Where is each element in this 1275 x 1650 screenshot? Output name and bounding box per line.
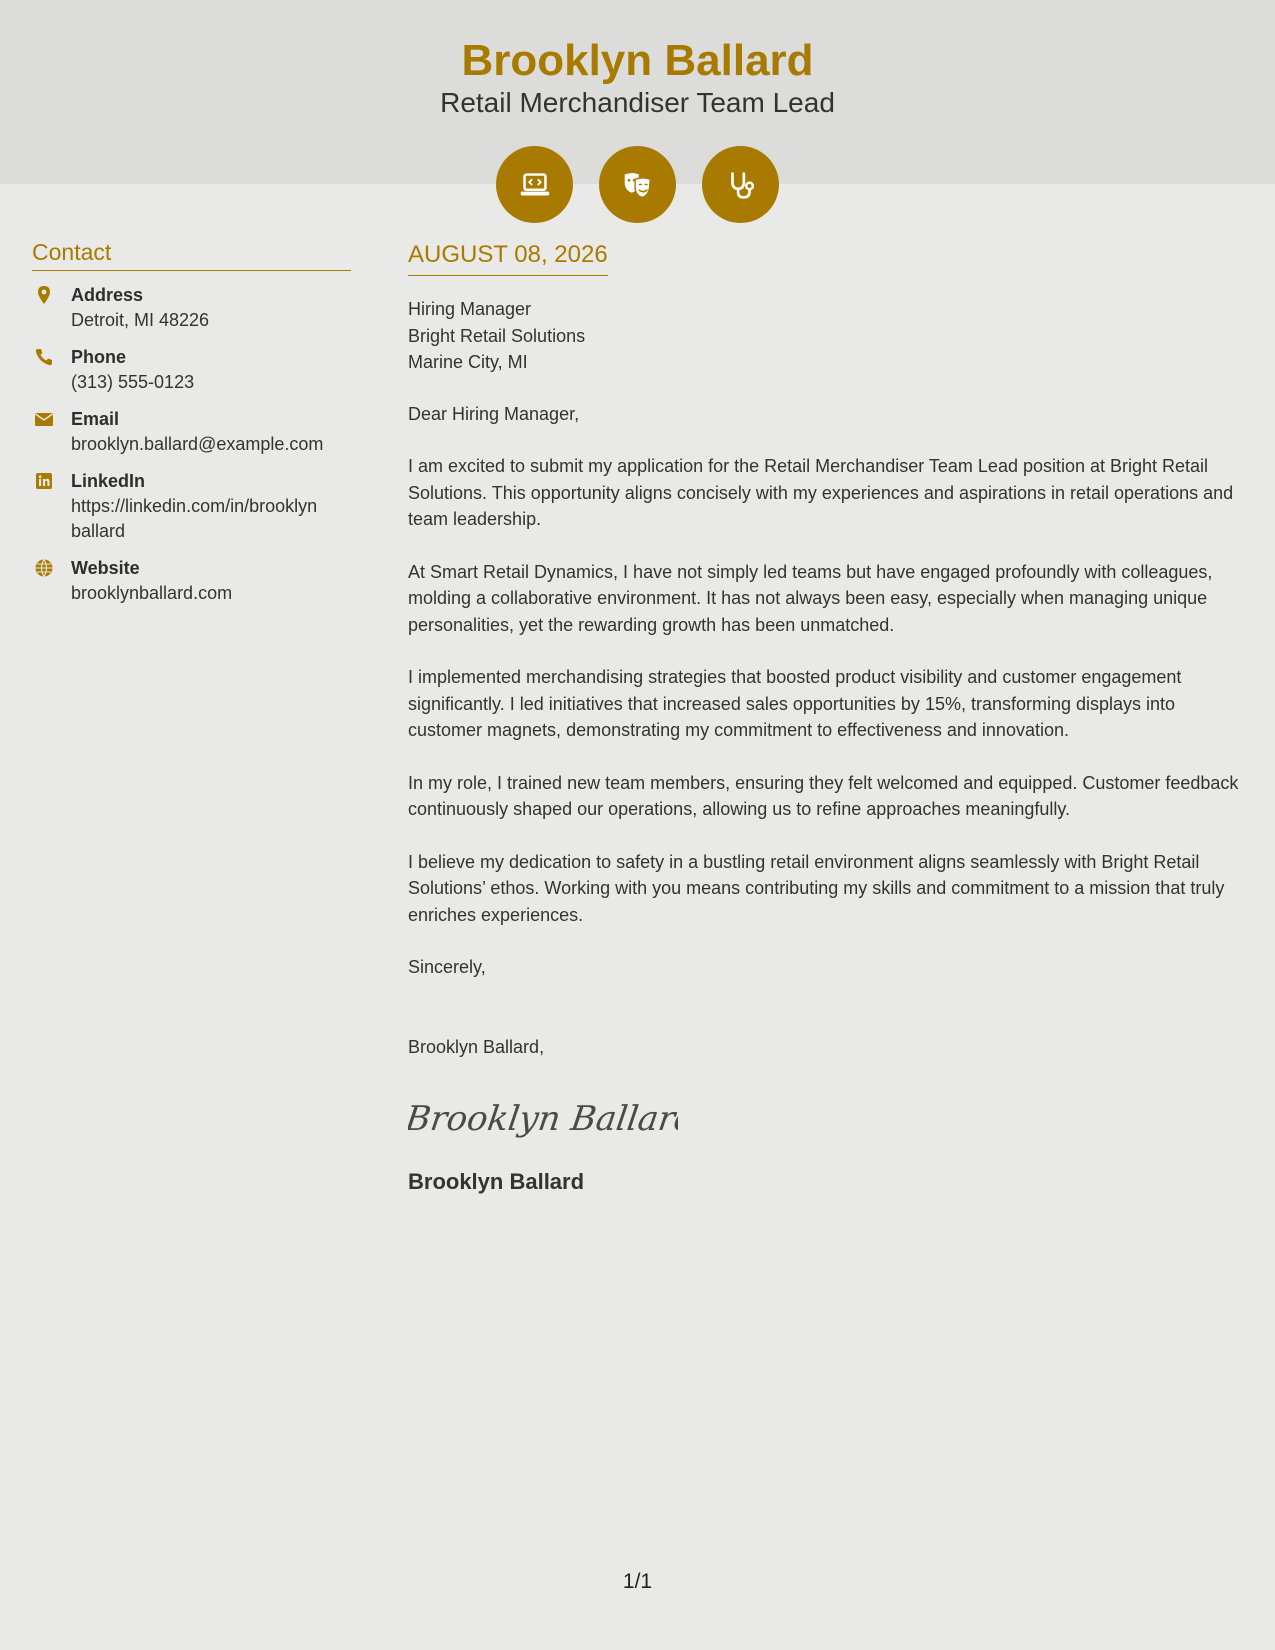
contact-heading: Contact — [32, 238, 351, 271]
header-band — [0, 0, 1275, 184]
recipient-line3: Marine City, MI — [408, 352, 528, 372]
recipient-line2: Bright Retail Solutions — [408, 325, 586, 346]
laptop-code-icon — [496, 146, 573, 223]
contact-address — [32, 283, 351, 333]
contact-sidebar — [32, 238, 351, 606]
closing: Sincerely, — [408, 957, 486, 977]
paragraph: I implemented merchandising strategies that boosted product visibility and customer engagement significantly. I led initiatives that increased sales opportunities by 15%, transforming displays into customer magnets, demonstrating my commitment to effectiveness and innovation. — [408, 667, 1182, 740]
email-label: Email — [71, 409, 120, 429]
globe-icon — [34, 558, 54, 578]
recipient-block — [408, 296, 1253, 376]
phone-value[interactable]: (313) 555-0123 — [71, 372, 195, 392]
signature-text: Brooklyn Ballard — [408, 1099, 678, 1139]
letter-body — [408, 240, 1253, 1196]
contact-website — [32, 556, 351, 606]
paragraph: I am excited to submit my application for the Retail Merchandiser Team Lead position at Bright Retail Solutions. This opportunity aligns concisely with my experiences and aspirations in retail operations and team leadership. — [408, 456, 1234, 529]
linkedin-label: LinkedIn — [71, 471, 146, 491]
signoff-name: Brooklyn Ballard, — [408, 1036, 545, 1057]
page-number: 1/1 — [622, 1570, 653, 1593]
stethoscope-icon — [702, 146, 779, 223]
theater-masks-icon — [599, 146, 676, 223]
contact-linkedin — [32, 469, 351, 544]
contact-email — [32, 407, 351, 457]
linkedin-value-line1: https://linkedin.com/in/brooklyn — [71, 496, 318, 516]
contact-phone — [32, 345, 351, 395]
salutation: Dear Hiring Manager, — [408, 403, 580, 424]
paragraph: I believe my dedication to safety in a bustling retail environment aligns seamlessly with Bright Retail Solutions’ ethos. Working with you means contributing my skills and commitment to a mission that truly enriches experiences. — [408, 851, 1225, 925]
website-value[interactable]: brooklynballard.com — [71, 583, 233, 603]
phone-label: Phone — [71, 347, 127, 367]
linkedin-icon — [34, 471, 54, 491]
candidate-name: Brooklyn Ballard — [461, 36, 814, 85]
recipient-line1: Hiring Manager — [408, 299, 532, 319]
final-name: Brooklyn Ballard — [408, 1169, 585, 1194]
linkedin-value-line2: ballard — [71, 521, 126, 541]
website-label: Website — [71, 558, 140, 578]
paragraph: In my role, I trained new team members, ensuring they felt welcomed and equipped. Customer feedback continuously shaped our operations, allowing us to refine approaches meaningfully. — [408, 772, 1239, 819]
map-pin-icon — [34, 285, 54, 305]
phone-icon — [34, 347, 54, 367]
handwritten-signature — [408, 1088, 1253, 1148]
email-value[interactable]: brooklyn.ballard@example.com — [71, 434, 324, 454]
paragraph: At Smart Retail Dynamics, I have not simply led teams but have engaged profoundly with colleagues, molding a collaborative environment. It has not always been easy, especially when managing unique personalities, yet the rewarding growth has been unmatched. — [408, 561, 1213, 635]
linkedin-value[interactable] — [71, 494, 351, 544]
candidate-title: Retail Merchandiser Team Lead — [440, 87, 835, 118]
address-label: Address — [71, 285, 144, 305]
letter-date: AUGUST 08, 2026 — [408, 240, 608, 276]
envelope-icon — [34, 409, 54, 429]
address-value: Detroit, MI 48226 — [71, 310, 210, 330]
